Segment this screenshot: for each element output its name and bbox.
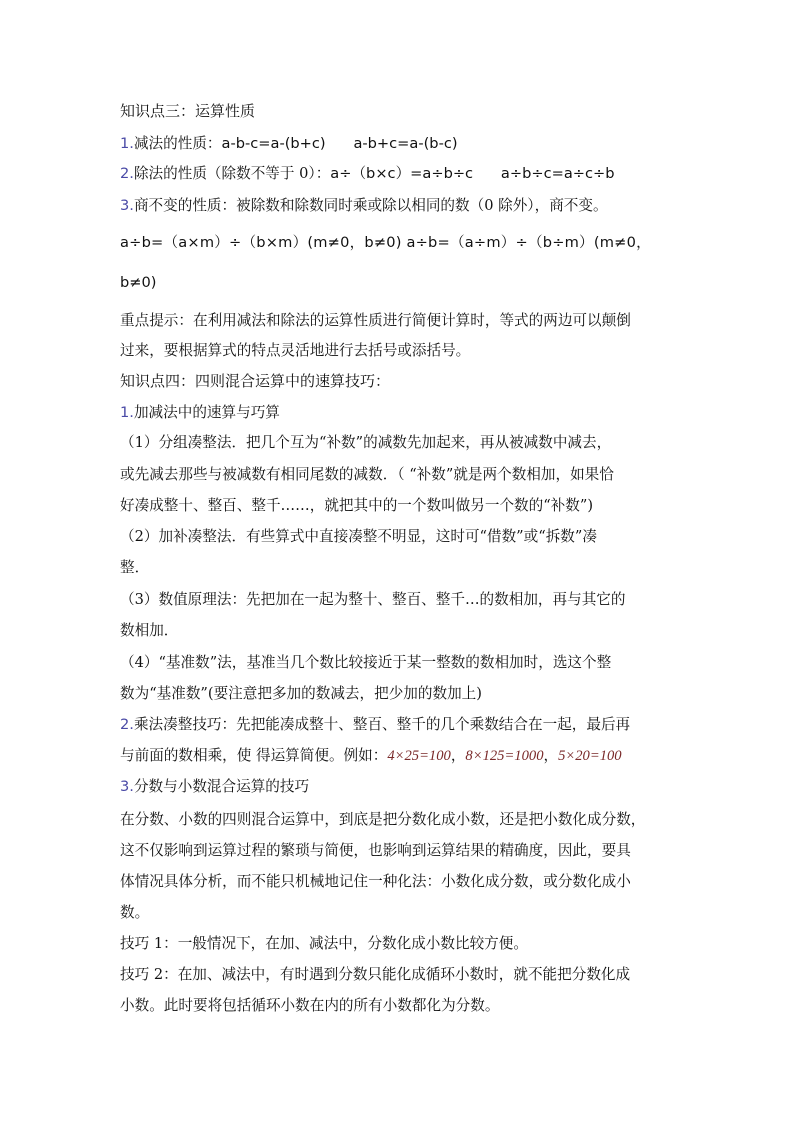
- paragraph-line: 体情况具体分析，而不能只机械地记住一种化法：小数化成分数，或分数化成小: [120, 873, 631, 890]
- item-number: 2.: [120, 165, 134, 182]
- multiplication-tricks: [120, 715, 676, 735]
- multiplication-tricks-line2: [120, 746, 676, 766]
- paragraph-line: 数。: [120, 904, 150, 921]
- item-text: 减法的性质：: [133, 135, 222, 152]
- example-formula: 5×20=100: [558, 748, 622, 764]
- paragraph-line: 这不仅影响到运算过程的繁琐与简便，也影响到运算结果的精确度，因此，要具: [120, 842, 631, 859]
- example-formula: 4×25=100: [387, 748, 451, 764]
- key-note-line: 重点提示：在利用减法和除法的运算性质进行简便计算时，等式的两边可以颠倒: [120, 312, 631, 329]
- paragraph-line: 整．: [120, 559, 150, 576]
- item-text: 除法的性质（除数不等于 0）：: [133, 165, 331, 182]
- division-property: [120, 164, 676, 184]
- subtraction-property: [120, 134, 676, 154]
- item-number: 2.: [120, 716, 134, 733]
- paragraph-line: 数相加．: [120, 622, 179, 639]
- item-text: 与前面的数相乘，使 得运算简便。例如：: [120, 747, 388, 764]
- tip-2-line: 小数。此时要将包括循环小数在内的所有小数都化为分数。: [120, 997, 500, 1014]
- formula: a÷（b×c）=a÷b÷c a÷b÷c=a÷c÷b: [330, 165, 615, 182]
- example-formula: 8×125=1000: [465, 748, 544, 764]
- quotient-invariance-property: [120, 196, 676, 216]
- separator: ，: [543, 747, 559, 764]
- quotient-formula-line: a÷b=（a×m）÷（b×m）(m≠0，b≠0) a÷b=（a÷m）÷（b÷m）(m≠0，: [120, 234, 651, 251]
- paragraph-line: 数为“基准数”(要注意把多加的数减去，把少加的数加上): [120, 685, 482, 702]
- paragraph-line: 好凑成整十、整百、整千……，就把其中的一个数叫做另一个数的“补数”): [120, 497, 594, 514]
- paragraph-line: （2）加补凑整法．有些算式中直接凑整不明显，这时可“借数”或“拆数”凑: [120, 528, 597, 545]
- item-text: 加减法中的速算与巧算: [133, 404, 280, 421]
- paragraph-line: 在分数、小数的四则混合运算中，到底是把分数化成小数，还是把小数化成分数，: [120, 811, 646, 828]
- tip-2-line: 技巧 2：在加、减法中，有时遇到分数只能化成循环小数时，就不能把分数化成: [120, 966, 631, 983]
- addition-subtraction-tricks: [120, 403, 676, 423]
- formula: a-b-c=a-(b+c) a-b+c=a-(b-c): [221, 135, 458, 152]
- item-text: 乘法凑整技巧：先把能凑成整十、整百、整千的几个乘数结合在一起，最后再: [133, 716, 631, 733]
- item-number: 1.: [120, 135, 134, 152]
- item-text: 商不变的性质：被除数和除数同时乘或除以相同的数（0 除外），商不变。: [133, 197, 608, 214]
- item-number: 3.: [120, 197, 134, 214]
- quotient-formula-line: b≠0): [120, 274, 157, 291]
- item-text: 分数与小数混合运算的技巧: [133, 778, 310, 795]
- paragraph-line: （4）“基准数”法，基准当几个数比较接近于某一整数的数相加时，选这个整: [120, 654, 612, 671]
- item-number: 3.: [120, 778, 134, 795]
- paragraph-line: （3）数值原理法：先把加在一起为整十、整百、整千…的数相加，再与其它的: [120, 591, 626, 608]
- item-number: 1.: [120, 404, 134, 421]
- section4-title: 知识点四：四则混合运算中的速算技巧：: [120, 372, 391, 390]
- tip-1: 技巧 1：一般情况下，在加、减法中，分数化成小数比较方便。: [120, 935, 528, 952]
- separator: ，: [450, 747, 466, 764]
- paragraph-line: （1）分组凑整法．把几个互为“补数”的减数先加起来，再从被减数中减去，: [120, 434, 612, 451]
- fraction-decimal-tricks: [120, 777, 676, 797]
- paragraph-line: 或先减去那些与被减数有相同尾数的减数．（ “补数”就是两个数相加，如果恰: [120, 466, 614, 483]
- section3-title: 知识点三：运算性质: [120, 102, 256, 120]
- key-note-line: 过来，要根据算式的特点灵活地进行去括号或添括号。: [120, 342, 471, 359]
